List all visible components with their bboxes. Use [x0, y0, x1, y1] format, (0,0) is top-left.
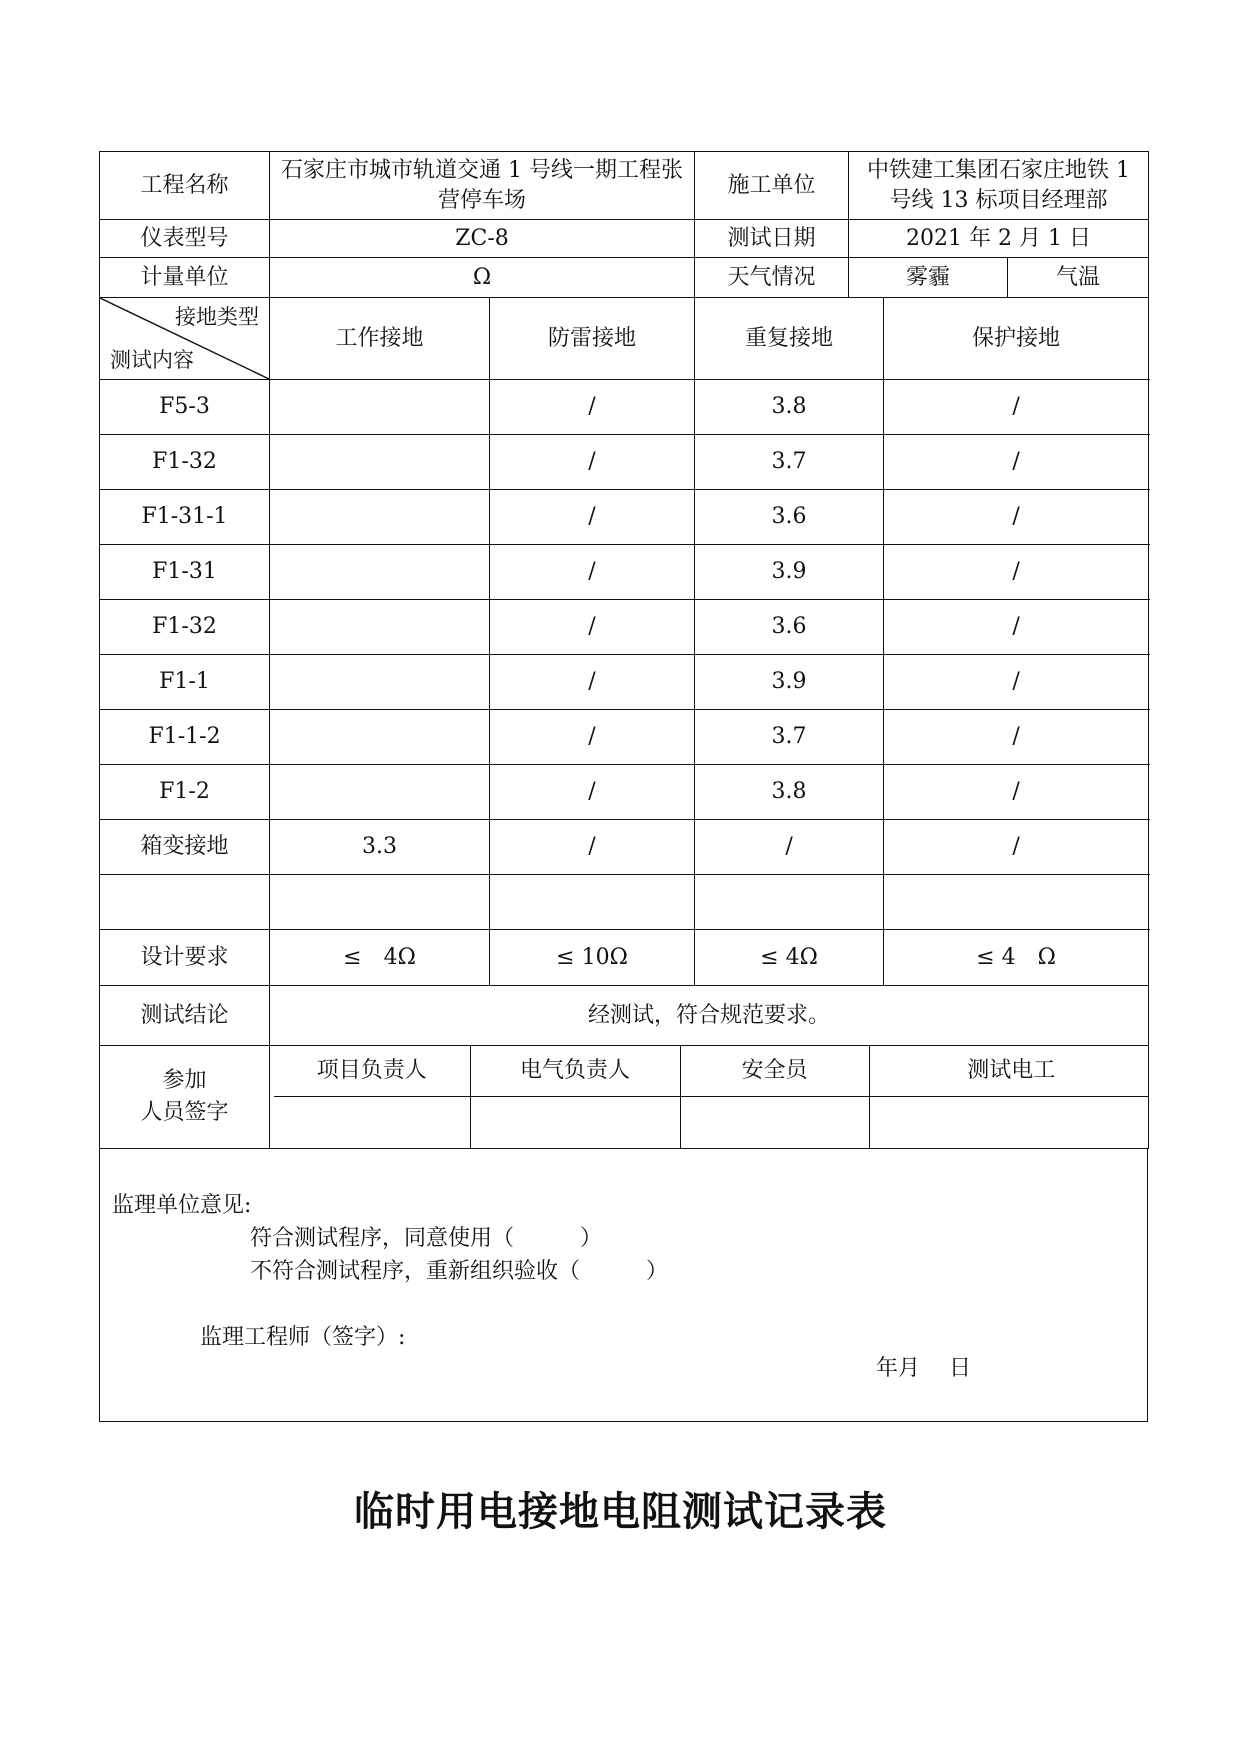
lightning-ground-value: /	[490, 710, 695, 765]
work-ground-value	[270, 655, 490, 710]
work-ground-value	[270, 435, 490, 490]
measurement-row	[100, 820, 1149, 875]
conclusion-label: 测试结论	[100, 986, 270, 1046]
signatures-label: 参加 人员签字	[100, 1046, 270, 1149]
row-name: F1-1	[100, 655, 270, 710]
protective-ground-value	[884, 875, 1149, 930]
supervision-label: 监理单位意见:	[112, 1193, 252, 1218]
measurement-row	[100, 765, 1149, 820]
document-title: 临时用电接地电阻测试记录表	[354, 1488, 887, 1535]
signature-slot-safety-officer[interactable]	[680, 1096, 869, 1148]
repeat-ground-value	[695, 875, 884, 930]
measurement-row	[100, 435, 1149, 490]
conclusion-value: 经测试，符合规范要求。	[270, 986, 1149, 1046]
weather-value: 雾霾	[849, 258, 1008, 298]
unit-label: 计量单位	[100, 258, 270, 298]
test-date-label: 测试日期	[695, 220, 849, 258]
supervision-section	[99, 1149, 1148, 1422]
signature-table	[274, 1046, 1149, 1148]
repeat-ground-value: 3.8	[695, 380, 884, 435]
repeat-ground-value: 3.9	[695, 655, 884, 710]
lightning-ground-value: /	[490, 765, 695, 820]
row-name	[100, 875, 270, 930]
protective-ground-value: /	[884, 765, 1149, 820]
requirement-repeat-ground: ≤ 4Ω	[695, 930, 884, 986]
supervising-engineer-signature: 监理工程师（签字）:	[200, 1325, 406, 1350]
supervision-date: 年月 日	[876, 1356, 971, 1381]
project-label: 工程名称	[100, 152, 270, 220]
repeat-ground-value: 3.6	[695, 600, 884, 655]
lightning-ground-value: /	[490, 380, 695, 435]
measurement-row	[100, 380, 1149, 435]
protective-ground-value: /	[884, 545, 1149, 600]
measurement-rows	[100, 380, 1149, 930]
role-project-manager: 项目负责人	[274, 1046, 470, 1096]
measurement-row	[100, 875, 1149, 930]
column-header-lightning-ground: 防雷接地	[490, 298, 695, 380]
record-table	[99, 151, 1149, 1149]
requirement-label: 设计要求	[100, 930, 270, 986]
lightning-ground-value: /	[490, 490, 695, 545]
repeat-ground-value: /	[695, 820, 884, 875]
signature-slot-electrical-manager[interactable]	[470, 1096, 680, 1148]
option-reject[interactable]: 不符合测试程序，重新组织验收（ ）	[250, 1259, 669, 1284]
protective-ground-value: /	[884, 435, 1149, 490]
row-name: F1-31-1	[100, 490, 270, 545]
instrument-value: ZC-8	[270, 220, 695, 258]
repeat-ground-value: 3.8	[695, 765, 884, 820]
work-ground-value	[270, 545, 490, 600]
signature-slot-test-electrician[interactable]	[869, 1096, 1149, 1148]
weather-label: 天气情况	[695, 258, 849, 298]
corner-ground-type: 接地类型	[175, 305, 259, 329]
measurement-row	[100, 710, 1149, 765]
row-name: F1-32	[100, 435, 270, 490]
repeat-ground-value: 3.7	[695, 435, 884, 490]
row-name: F1-32	[100, 600, 270, 655]
requirement-protective-ground: ≤ 4 Ω	[884, 930, 1149, 986]
work-ground-value	[270, 710, 490, 765]
work-ground-value	[270, 490, 490, 545]
measurement-row	[100, 490, 1149, 545]
column-header-repeat-ground: 重复接地	[695, 298, 884, 380]
measurement-row	[100, 655, 1149, 710]
row-name: F1-31	[100, 545, 270, 600]
requirement-lightning-ground: ≤ 10Ω	[490, 930, 695, 986]
requirement-work-ground: ≤ 4Ω	[270, 930, 490, 986]
corner-test-content: 测试内容	[110, 348, 194, 372]
protective-ground-value: /	[884, 710, 1149, 765]
row-name: F1-2	[100, 765, 270, 820]
lightning-ground-value	[490, 875, 695, 930]
contractor-label: 施工单位	[695, 152, 849, 220]
protective-ground-value: /	[884, 600, 1149, 655]
project-value: 石家庄市城市轨道交通 1 号线一期工程张营停车场	[270, 152, 695, 220]
instrument-label: 仪表型号	[100, 220, 270, 258]
corner-header	[100, 298, 270, 380]
lightning-ground-value: /	[490, 600, 695, 655]
measurement-row	[100, 545, 1149, 600]
test-date-value: 2021 年 2 月 1 日	[849, 220, 1149, 258]
protective-ground-value: /	[884, 490, 1149, 545]
option-approve[interactable]: 符合测试程序，同意使用（ ）	[250, 1226, 603, 1251]
signature-slot-project-manager[interactable]	[274, 1096, 470, 1148]
protective-ground-value: /	[884, 380, 1149, 435]
measurement-row	[100, 600, 1149, 655]
repeat-ground-value: 3.6	[695, 490, 884, 545]
work-ground-value	[270, 380, 490, 435]
contractor-value: 中铁建工集团石家庄地铁 1 号线 13 标项目经理部	[849, 152, 1149, 220]
protective-ground-value: /	[884, 655, 1149, 710]
unit-value: Ω	[270, 258, 695, 298]
row-name: F5-3	[100, 380, 270, 435]
column-header-protective-ground: 保护接地	[884, 298, 1149, 380]
work-ground-value	[270, 875, 490, 930]
role-safety-officer: 安全员	[680, 1046, 869, 1096]
signature-grid	[270, 1046, 1149, 1149]
lightning-ground-value: /	[490, 655, 695, 710]
temperature-label: 气温	[1008, 258, 1149, 298]
work-ground-value	[270, 600, 490, 655]
lightning-ground-value: /	[490, 545, 695, 600]
role-test-electrician: 测试电工	[869, 1046, 1149, 1096]
column-header-work-ground: 工作接地	[270, 298, 490, 380]
lightning-ground-value: /	[490, 435, 695, 490]
work-ground-value: 3.3	[270, 820, 490, 875]
row-name: 箱变接地	[100, 820, 270, 875]
protective-ground-value: /	[884, 820, 1149, 875]
record-sheet	[99, 151, 1148, 1422]
lightning-ground-value: /	[490, 820, 695, 875]
row-name: F1-1-2	[100, 710, 270, 765]
role-electrical-manager: 电气负责人	[470, 1046, 680, 1096]
work-ground-value	[270, 765, 490, 820]
repeat-ground-value: 3.9	[695, 545, 884, 600]
repeat-ground-value: 3.7	[695, 710, 884, 765]
